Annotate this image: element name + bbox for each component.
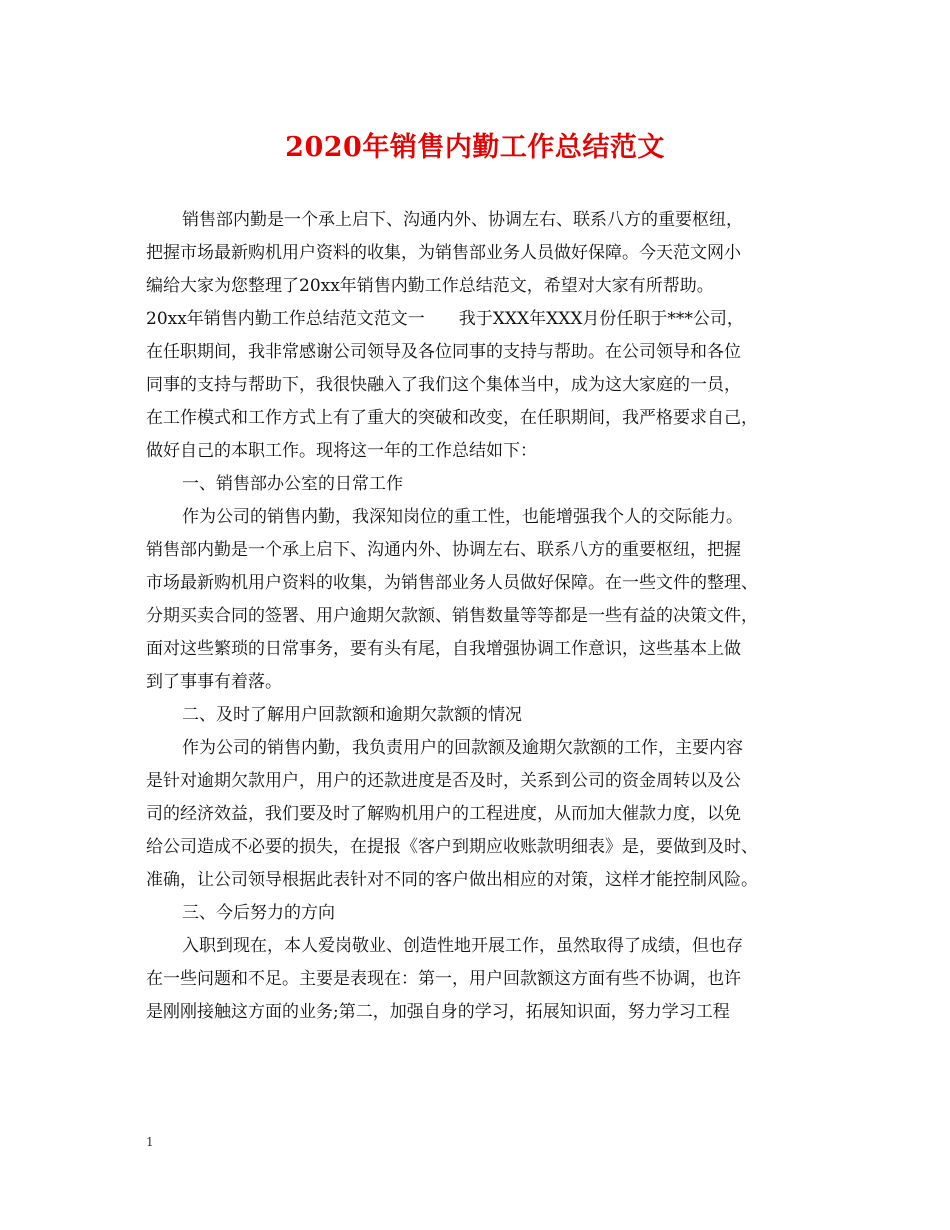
document-body	[146, 204, 806, 1029]
text-line: 在一些问题和不足。主要是表现在：第一，用户回款额这方面有些不协调，也许	[146, 969, 741, 989]
text-line: 在任职期间，我非常感谢公司领导及各位同事的支持与帮助。在公司领导和各位	[146, 342, 741, 362]
text-line: 二、及时了解用户回款额和逾期欠款额的情况	[182, 705, 522, 725]
text-line: 编给大家为您整理了20xx年销售内勤工作总结范文，希望对大家有所帮助。	[146, 276, 714, 296]
text-line: 同事的支持与帮助下，我很快融入了我们这个集体当中，成为这大家庭的一员，	[146, 375, 741, 395]
text-line: 入职到现在，本人爱岗敬业、创造性地开展工作，虽然取得了成绩，但也存	[182, 936, 743, 956]
text-line: 是刚刚接触这方面的业务;第二，加强自身的学习，拓展知识面，努力学习工程	[146, 1002, 730, 1022]
text-line: 司的经济效益，我们要及时了解购机用户的工程进度，从而加大催款力度，以免	[146, 804, 741, 824]
text-line: 准确，让公司领导根据此表针对不同的客户做出相应的对策，这样才能控制风险。	[146, 870, 758, 890]
text-line: 销售部内勤是一个承上启下、沟通内外、协调左右、联系八方的重要枢纽，把握	[146, 540, 741, 560]
text-line: 作为公司的销售内勤，我负责用户的回款额及逾期欠款额的工作，主要内容	[182, 738, 743, 758]
text-line: 一、销售部办公室的日常工作	[182, 474, 403, 494]
text-line: 把握市场最新购机用户资料的收集，为销售部业务人员做好保障。今天范文网小	[146, 243, 741, 263]
text-line: 销售部内勤是一个承上启下、沟通内外、协调左右、联系八方的重要枢纽，	[182, 210, 743, 230]
document-title: 2020年销售内勤工作总结范文	[285, 132, 665, 163]
text-line: 20xx年销售内勤工作总结范文范文一 我于XXX年XXX月份任职于***公司，	[146, 309, 744, 329]
text-line: 是针对逾期欠款用户，用户的还款进度是否及时，关系到公司的资金周转以及公	[146, 771, 741, 791]
text-line: 面对这些繁琐的日常事务，要有头有尾，自我增强协调工作意识，这些基本上做	[146, 639, 741, 659]
text-line: 到了事事有着落。	[146, 672, 282, 692]
page-number: 1	[146, 1135, 154, 1149]
text-line: 做好自己的本职工作。现将这一年的工作总结如下：	[146, 441, 537, 461]
text-line: 给公司造成不必要的损失，在提报《客户到期应收账款明细表》是，要做到及时、	[146, 837, 758, 857]
text-line: 三、今后努力的方向	[182, 903, 335, 923]
text-line: 分期买卖合同的签署、用户逾期欠款额、销售数量等等都是一些有益的决策文件，	[146, 606, 758, 626]
text-line: 作为公司的销售内勤，我深知岗位的重工性，也能增强我个人的交际能力。	[182, 507, 743, 527]
text-line: 市场最新购机用户资料的收集，为销售部业务人员做好保障。在一些文件的整理、	[146, 573, 758, 593]
text-line: 在工作模式和工作方式上有了重大的突破和改变，在任职期间，我严格要求自己，	[146, 408, 758, 428]
